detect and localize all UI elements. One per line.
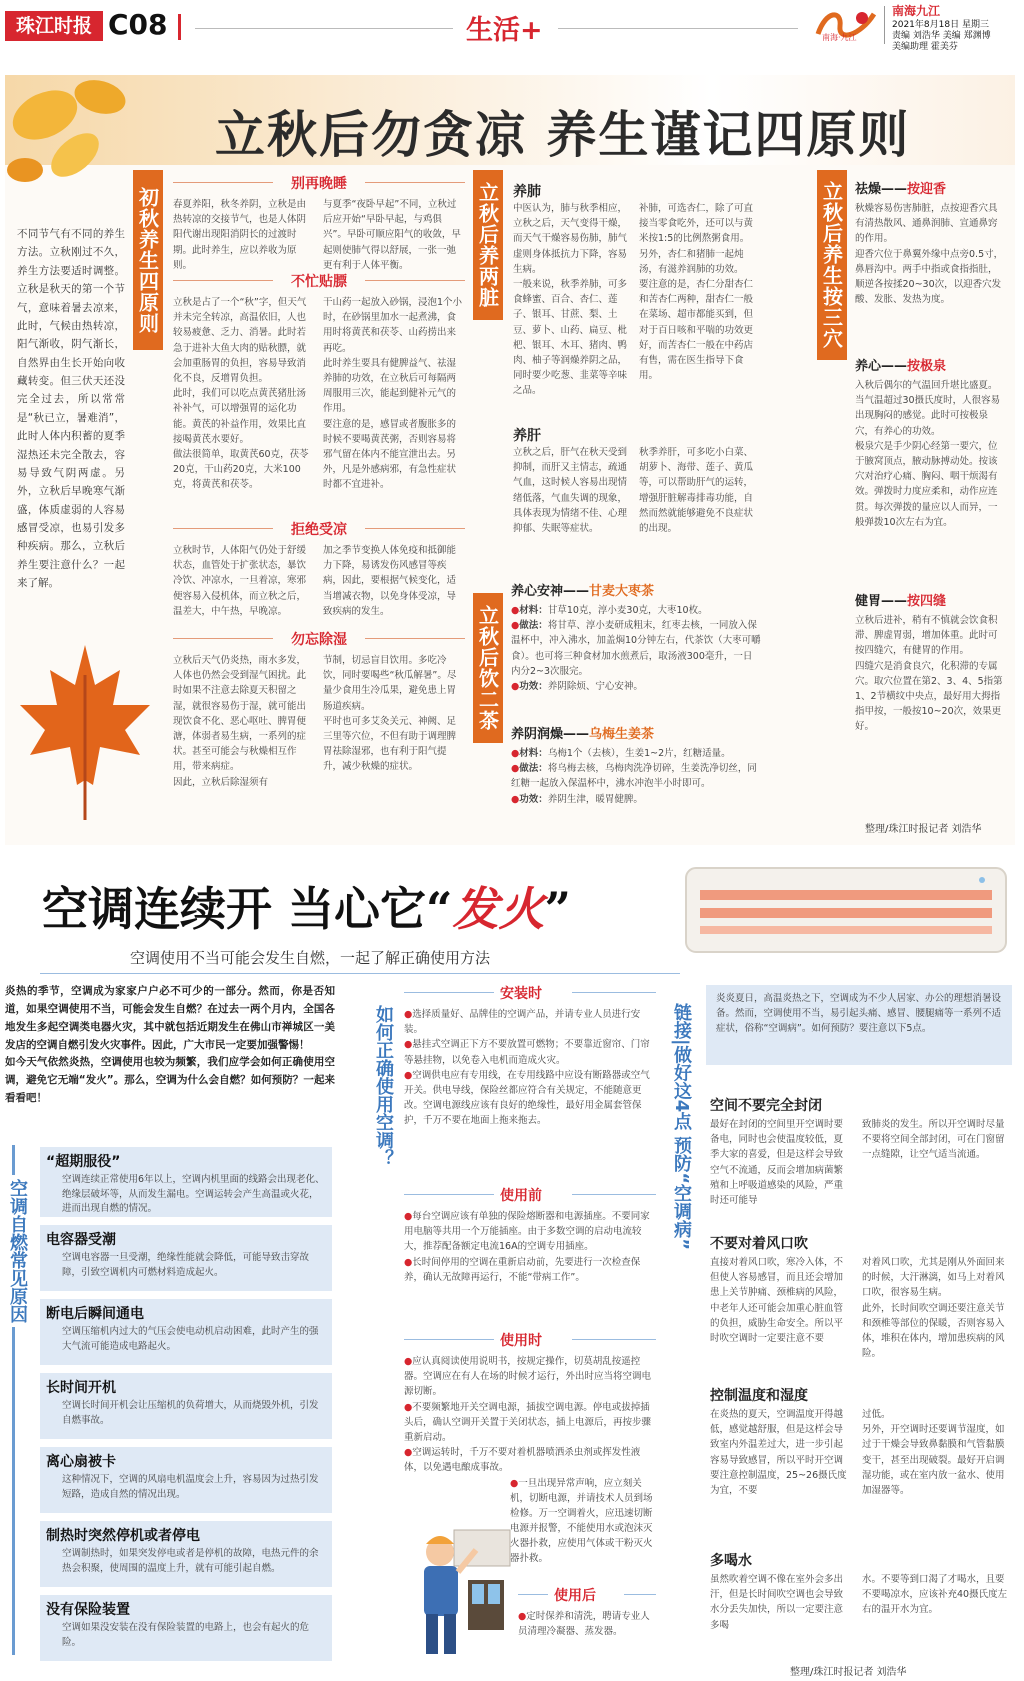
col-title-three-points: 立秋后养生按三穴 (817, 170, 847, 360)
cause-6-text: 空调制热时，如果突发停电或者是停机的故障，电热元件的余热会积聚，使周围的温度上升，就有可能引起自燃。 (62, 1548, 319, 1574)
p4-left: 立秋后天气仍炎热，雨水多发，人体也仍然会受到湿气困扰。此时如果不注意去除夏天积留之湿，就很容易伤于湿，就可能出现饮食不化、恶心呕吐、脾胃便溏，体弱者易生病，一系列的症状。甚至可能会与秋燥相互作用，带来病症。 因此，立秋后除湿须有 (173, 655, 307, 788)
tip-1-heading: 空间不要完全封闭 (710, 1098, 822, 1114)
heading-lung: 养肺 (513, 184, 541, 200)
heading-sleep-text: 别再晚睡 (291, 176, 347, 192)
p3-left: 立秋时节，人体阳气仍处于舒缓状态，血管处于扩张状态，暴饮冷饮、冲凉水，一旦着凉，寒邪便容易入侵机体，而立秋之后，温差大，中午热，早晚凉。 (173, 545, 307, 617)
title-part-1: 空调连续开 当心它“ (42, 882, 453, 936)
point-1 (855, 178, 1005, 307)
tea-1-method: ●做法：将甘草、淳小麦研成粗末，红枣去核，一同放入保温杯中，冲入沸水，加盖焖10分钟左右，代茶饮（大枣可嚼食）。也可将三种食材加水煎煮后，取汤液300毫升，一日内分2~3次服完。 (511, 620, 761, 677)
after-item-1: ●定时保养和清洗，聘请专业人员清理冷凝器、蒸发器。 (518, 1611, 650, 1638)
text: 空调运转时，千万不要对着机器喷洒杀虫剂或挥发性液体，以免遇电酿成事故。 (404, 1447, 641, 1474)
section-after (518, 1585, 656, 1639)
cause-6-title: 制热时突然停机或者停电 (46, 1528, 200, 1544)
rule (404, 1339, 494, 1340)
point-3-name: 按四缝 (907, 594, 947, 609)
before-item-2: ●长时间停用的空调在重新启动前，先要进行一次检查保养，确认无故障再运行，不能“带病工作”。 (404, 1256, 641, 1283)
tip-3 (710, 1385, 1010, 1496)
section-install-title: 安装时 (500, 986, 542, 1002)
tip-1 (710, 1095, 1010, 1206)
text: 每台空调应该有单独的保险熔断器和电源插座。不要同家用电脑等共用一个万能插座。由于多数空调的启动电流较大，推荐配备额定电流16A的空调专用插座。 (404, 1211, 650, 1253)
title-part-3: ” (544, 882, 571, 936)
date-line: 2021年8月18日 星期三 (892, 20, 989, 30)
rule (365, 182, 465, 183)
section-during-title: 使用时 (500, 1333, 542, 1349)
point-1-text: 秋燥容易伤害肺脏，点按迎香穴具有清热散风、通鼻润肺、宣通鼻窍的作用。 迎香穴位于鼻翼外缘中点旁0.5寸，鼻唇沟中。两手中指或食指指肚，顺逆各按揉20~30次，以迎香穴发酸、发胀、发热为度。 (855, 203, 1004, 306)
col-title-link: 链接|做好这4点 预防“空调病” (671, 1003, 692, 1251)
point-1-prefix: 祛燥—— (855, 182, 908, 197)
rule (572, 1339, 656, 1340)
link-intro: 炎炎夏日，高温炎热之下，空调成为不少人居家、办公的理想消暑设备。然而，空调使用不当，易引起头痛、感冒、腰腿痛等一系列不适症状，俗称“空调病”。如何预防？要注意以下5点。 (716, 993, 1002, 1035)
article-2-intro: 炎热的季节，空调成为家家户户必不可少的一部分。然而，你是否知道，如果空调使用不当，可能会发生自燃？在过去一两个月内，全国各地发生多起空调类电器火灾，其中就包括近期发生在佛山市禅城区一美发店的空调自燃引发火灾事件。因此，广大市民一定要加强警惕！ 如今天气依然炎热，空调使用也较为频繁，我们应学会如何正确使用空调，避免它无端“发火”。那么，空调为什么会自燃？如何预防？一起来看看吧！ (5, 985, 335, 1105)
tea-2-prefix: 养阴润燥—— (511, 727, 590, 742)
heading-sleep (173, 173, 465, 193)
cause-4 (40, 1373, 332, 1439)
assistant-line: 美编助理 霍美芬 (892, 42, 958, 52)
cause-2-text: 空调电容器一旦受潮，绝缘性能就会降低，可能导致击穿故障，引致空调机内可燃材料造成起火。 (62, 1252, 310, 1278)
section-before-head (404, 1185, 656, 1203)
cause-7-text: 空调如果没安装在没有保险装置的电路上，也会有起火的危险。 (62, 1622, 310, 1648)
rule (572, 1194, 656, 1195)
during-item-1: ●应认真阅读使用说明书，按规定操作，切莫胡乱按遥控器。空调应在有人在场的时候才运行，外出时应当将空调电源切断。 (404, 1356, 652, 1398)
cause-5-title: 离心扇被卡 (46, 1454, 116, 1470)
value: 甘草10克，淳小麦30克，大枣10枚。 (547, 605, 708, 616)
rule (518, 1594, 548, 1595)
p1-left: 春夏养阳，秋冬养阴，立秋是由热转凉的交接节气，也是人体阴阳代谢出现阳消阴长的过渡时期。此时养生，应以养收为原则。 (173, 199, 307, 271)
tip-4-heading: 多喝水 (710, 1553, 752, 1569)
cause-4-text: 空调长时间开机会让压缩机的负荷增大，从而烧毁外机，引发自燃事故。 (62, 1400, 319, 1426)
cause-6 (40, 1521, 332, 1587)
p1-right: 与夏季“夜卧早起”不同，立秋过后应开始“早卧早起，与鸡俱兴”。早卧可顺应阳气的收敛，早起则使肺气得以舒展，一张一弛更有利于人体平衡。 (323, 199, 461, 271)
section-before (404, 1185, 656, 1285)
heading-no-cold (173, 519, 465, 539)
rule (624, 1594, 656, 1595)
heading-dehumid-text: 勿忘除湿 (291, 632, 347, 648)
tip-4-right: 水。不要等到口渴了才喝水，且要不要喝凉水，应该补充40摄氏度左右的温开水为宜。 (862, 1574, 1008, 1616)
liver-right: 秋季养肝，可多吃小白菜、胡萝卜、海带、莲子、黄瓜等，可以帮助肝气的运转，增强肝脏解毒排毒功能，自然而然就能够避免不良症状的出现。 (639, 447, 754, 534)
col-title-two-organs: 立秋后养两脏 (473, 170, 503, 320)
heading-no-fat (173, 271, 465, 291)
section-during-head (404, 1330, 656, 1348)
section-rule-left (195, 28, 453, 29)
tip-2-left: 直接对着风口吹，寒冷入体，不但使人容易感冒，而且还会增加患上关节肿痛、颈椎病的风险，中老年人还可能会加重心脏血管的负担，威胁生命安全。所以平时吹空调时一定要注意不要 (710, 1257, 844, 1344)
cause-1-text: 空调连续正常使用6年以上，空调内机里面的线路会出现老化、绝缘层破坏等，从而发生漏电。空调运转会产生高温或火花，进而出现自燃的情况。 (62, 1174, 325, 1215)
col-title-two-teas: 立秋后饮二茶 (473, 593, 503, 743)
article-2-subtitle: 空调使用不当可能会发生自燃，一起了解正确使用方法 (130, 949, 491, 967)
value: 乌梅1个（去核），生姜1~2片，红糖适量。 (547, 748, 731, 759)
brand-name: 南海九江 (892, 4, 941, 18)
heading-no-fat-text: 不忙贴膘 (291, 274, 347, 290)
text: 空调供电应有专用线，在专用线路中应设有断路器或空气开关。供电导线，保险丝都应符合有关规定，不能随意更改。空调电源线应该有良好的绝缘性，最好用金属套管保护，千万不要在地面上拖来拖去。 (404, 1069, 650, 1127)
article-autumn-health (5, 75, 1015, 845)
point-2-heading (855, 355, 1005, 374)
tip-3-right: 过低。 另外，开空调时还要调节湿度，如过于干燥会导致鼻黏膜和气管黏膜变干，甚至出现破裂。最好开启调湿功能，或在室内放一盆水、使用加湿器等。 (862, 1409, 1005, 1496)
tip-3-heading: 控制温度和湿度 (710, 1388, 808, 1404)
rule (404, 992, 494, 993)
lung-left: 中医认为，肺与秋季相应，立秋之后，天气变得干燥，而天气干燥容易伤肺，肺气虚则身体抵抗力下降，容易生病。 一般来说，秋季养肺，可多食蜂蜜、百合、杏仁、莲子、银耳、甘蔗、梨、土豆、萝卜、山药、扁豆、枇杷、银耳、木耳、猪肉、鸭肉、柚子等润燥养阴之品，同时要少吃葱、韭菜等辛味之品。 (513, 203, 628, 397)
value: 养阴除烦、宁心安神。 (547, 680, 643, 692)
tip-1-left: 最好在封闭的空间里开空调时要备电，同时也会使温度较低，夏季大家的喜爱，但是这样会导致空气不流通，反而会增加病菌繁殖和上呼吸道感染的风险，严重时还可能导 (710, 1119, 844, 1206)
value: 将甘草、淳小麦研成粗末，红枣去核，一同放入保温杯中，冲入沸水，加盖焖10分钟左右，代茶饮（大枣可嚼食）。也可将三种食材加水煎煮后，取汤液300毫升，一日内分2~3次服完。 (511, 620, 761, 677)
label: 材料： (519, 605, 548, 616)
section-before-title: 使用前 (500, 1188, 542, 1204)
section-after-head (518, 1585, 656, 1603)
tea-1 (511, 580, 761, 694)
point-2-prefix: 养心—— (855, 359, 908, 374)
point-2-text: 入秋后偶尔的气温回升堪比盛夏。当气温超过30摄氏度时，人很容易出现胸闷的感觉。此时可按极泉穴，有养心的功效。 极泉穴是手少阴心经第一要穴，位于腋窝顶点，腋动脉搏动处。按该穴对治疗心痛、胸闷、咽干烦渴有效。弹拨时力度应柔和，动作应连贯。每次弹拨的量应以人而异，一般弹拨10次左右为宜。 (855, 380, 1001, 528)
cause-3-text: 空调压缩机内过大的气压会使电动机启动困难，此时产生的强大气流可能造成电路起火。 (62, 1326, 319, 1352)
point-3 (855, 590, 1005, 735)
tea-2-effect: ●功效：养阴生津，暖胃健脾。 (511, 793, 643, 805)
tea-1-prefix: 养心安神—— (511, 584, 590, 599)
editors-line: 责编 刘浩华 美编 郑渊博 (892, 31, 991, 41)
repair-worker-icon (404, 1510, 512, 1660)
col-title-how: 如何正确使用空调？ (373, 1005, 394, 1167)
tea-2-method: ●做法：将乌梅去核，乌梅肉洗净切碎，生姜洗净切丝，同红糖一起放入保温杯中，沸水冲泡半小时即可。 (511, 763, 757, 790)
during-item-4: ●一旦出现异常声响，应立刻关机，切断电源，并请技术人员到场检修。万一空调着火，应迅速切断电源并报警，不能使用水或泡沫灭火器扑救，应使用气体或干粉灭火器扑救。 (510, 1477, 653, 1565)
point-3-heading (855, 590, 1005, 609)
ginkgo-leaves-icon (5, 75, 155, 185)
tip-4 (710, 1550, 1010, 1631)
cause-5 (40, 1447, 332, 1513)
lung-right: 补肺，可选杏仁，除了可直接当零食吃外，还可以与黄米按1:5的比例熬粥食用。另外，杏仁和猪肺一起炖汤，有滋养润肺的功效。 要注意的是，杏仁分甜杏仁和苦杏仁两种，甜杏仁一般在菜场、超市都能买到，但对于百日咳和平喘的功效更好，而苦杏仁一般在中药店有售，需在医生指导下食用。 (639, 203, 754, 382)
article-1-credit: 整理/珠江时报记者 刘浩华 (865, 824, 982, 835)
air-conditioner-icon (682, 860, 1012, 970)
tip-2 (710, 1233, 1010, 1360)
cause-2-title: 电容器受潮 (46, 1232, 116, 1248)
cause-2 (40, 1225, 332, 1291)
tea-1-effect: ●功效：养阴除烦、宁心安神。 (511, 680, 643, 692)
rule (404, 1194, 494, 1195)
install-item-2: ●悬挂式空调正下方不要放置可燃物；不要靠近窗帘、门帘等悬挂物，以免卷入电机而造成火灾。 (404, 1039, 650, 1066)
value: 养阴生津，暖胃健脾。 (547, 793, 643, 805)
cause-4-title: 长时间开机 (46, 1380, 116, 1396)
subtitle-rule (40, 973, 680, 974)
text: 应认真阅读使用说明书，按规定操作，切莫胡乱按遥控器。空调应在有人在场的时候才运行，外出时应当将空调电源切断。 (404, 1356, 652, 1398)
during-item-2: ●不要频繁地开关空调电源，插拔空调电源。停电或拔掉插头后，确认空调开关置于关闭状态，插上电源后，再按步骤重新启动。 (404, 1401, 652, 1443)
tea-2-heading (511, 723, 761, 742)
cause-5-text: 这种情况下，空调的风扇电机温度会上升，容易因为过热引发短路，造成自然的情况出现。 (62, 1474, 319, 1500)
during-item-3: ●空调运转时，千万不要对着机器喷洒杀虫剂或挥发性液体，以免遇电酿成事故。 (404, 1447, 641, 1474)
cause-3-title: 断电后瞬间通电 (46, 1306, 144, 1322)
article-1-title: 立秋后勿贪凉 养生谨记四原则 (215, 105, 911, 164)
tea-2-material: ●材料：乌梅1个（去核），生姜1~2片，红糖适量。 (511, 748, 731, 759)
page-number: C08 (108, 8, 168, 41)
tea-2-name: 乌梅生姜茶 (589, 727, 655, 742)
article-1-intro: 不同节气有不同的养生方法。立秋刚过不久，养生方法要适时调整。立秋是秋天的第一个节气，意味着暑去凉来，此时，气候由热转凉，阳气渐收，阴气渐长，自然界由生长开始向收藏转变。但三伏天还没完全过去，所以常常是“秋已立，暑难消”，此时人体内积蓄的夏季湿热还未完全散去，容易导致气阴两虚。另外，立秋后早晚寒气渐盛，体质虚弱的人容易感冒受凉，也易引发多种疾病。那么，立秋后养生要注意什么？一起来了解。 (17, 228, 125, 590)
p2-right: 干山药一起放入砂锅，浸泡1个小时，在砂锅里加水一起煮沸，食用时将黄芪和茯苓、山药捞出来再吃。 此时养生要具有健脾益气、祛湿养肺的功效，在立秋后可每隔两周服用三次，能起到健补元气的作用。 要注意的是，感冒或者腹胀多的时候不要喝黄芪粥，否则容易将邪气留在体内不能宣泄出去。另外，凡是外感病邪，有急性症状时都不宜进补。 (323, 297, 463, 491)
section-title: 生活+ (466, 15, 543, 46)
heading-dehumid (173, 629, 465, 649)
section-after-title: 使用后 (554, 1588, 596, 1604)
label: 功效： (519, 680, 548, 692)
rule (365, 528, 465, 529)
tea-1-heading (511, 580, 761, 599)
label: 做法： (519, 763, 548, 775)
text: 悬挂式空调正下方不要放置可燃物；不要靠近窗帘、门帘等悬挂物，以免卷入电机而造成火灾。 (404, 1039, 650, 1066)
label: 材料： (519, 748, 548, 759)
heading-liver: 养肝 (513, 428, 541, 444)
rule (173, 182, 273, 183)
article-2-credit: 整理/珠江时报记者 刘浩华 (790, 1667, 907, 1678)
point-3-text: 立秋后进补，稍有不慎就会饮食积滞、脾虚胃弱，增加体重。此时可按四缝穴，有健胃的作用。 四缝穴是消食良穴，化积滞的专属穴。取穴位置在第2、3、4、5指第1、2节横纹中央点，最好用大拇指指甲按，一般按10~20次，效果更好。 (855, 615, 1003, 733)
point-1-name: 按迎香 (907, 182, 947, 197)
p4-right: 节制，切忌盲目饮用。多吃冷饮，同时要喝些“秋瓜解暑”。尽量少食用生冷瓜果，避免患上胃肠道疾病。 平时也可多艾灸关元、神阙、足三里等穴位，不但有助于调理脾胃祛除湿邪，也有利于阳气提升，减少秋燥的症状。 (323, 655, 457, 773)
before-item-1: ●每台空调应该有单独的保险熔断器和电源插座。不要同家用电脑等共用一个万能插座。由于多数空调的启动电流较大，推荐配备额定电流16A的空调专用插座。 (404, 1211, 650, 1253)
rule (365, 638, 465, 639)
tea-2 (511, 723, 761, 807)
brand-divider (884, 6, 885, 44)
p2-left: 立秋是占了一个“秋”字，但天气并未完全转凉，高温依旧，人也较易疲惫、乏力、消暑。此时若急于进补大鱼大肉的贴秋膘，就会加重肠胃的负担，容易导致消化不良，反增胃负担。 此时，我们可以吃点黄芪猪肚汤补补气，可以增强胃的运化功能。黄芪的补益作用，效果比直接喝黄芪水要好。 做法很简单，取黄芪60克，茯苓20克，干山药20克，大米100克，将黄芪和茯苓。 (173, 297, 309, 491)
cause-3 (40, 1299, 332, 1365)
section-install-head (404, 983, 656, 1001)
tip-2-right: 对着风口吹，尤其是刚从外面回来的时候，大汗淋漓，如马上对着风口吹，很容易生病。 此外，长时间吹空调还要注意关节和颈椎等部位的保暖，否则容易入体，堆积在体内，增加患疾病的风险。 (862, 1257, 1005, 1360)
liver-left: 立秋之后，肝气在秋天受到抑制，而肝又主情志，疏通气血，这时候人容易出现情绪低落，气血失调的现象，具体表现为情绪不佳、心理抑郁、失眠等症状。 (513, 447, 628, 534)
brand-logo-text: 南海·九江 (822, 33, 857, 42)
label: 做法： (519, 620, 548, 632)
masthead (0, 0, 1024, 50)
text: 定时保养和清洗，聘请专业人员清理冷凝器、蒸发器。 (518, 1611, 650, 1638)
brand-logo (812, 6, 880, 44)
install-item-1: ●选择质量好、品牌佳的空调产品，并请专业人员进行安装。 (404, 1009, 641, 1036)
tea-1-material: ●材料：甘草10克，淳小麦30克，大枣10枚。 (511, 605, 708, 616)
cause-1 (40, 1147, 332, 1217)
value: 将乌梅去核，乌梅肉洗净切碎，生姜洗净切丝，同红糖一起放入保温杯中，沸水冲泡半小时即可。 (511, 763, 757, 790)
point-1-heading (855, 178, 1005, 197)
text: 长时间停用的空调在重新启动前，先要进行一次检查保养，确认无故障再运行，不能“带病工作”。 (404, 1256, 641, 1283)
masthead-divider (178, 14, 181, 40)
label: 功效： (519, 793, 548, 805)
cause-7 (40, 1595, 332, 1661)
install-item-3: ●空调供电应有专用线，在专用线路中应设有断路器或空气开关。供电导线，保险丝都应符合有关规定，不能随意更改。空调电源线应该有良好的绝缘性，最好用金属套管保护，千万不要在地面上拖来拖去。 (404, 1069, 650, 1127)
cause-7-title: 没有保险装置 (46, 1602, 130, 1618)
text: 不要频繁地开关空调电源，插拔空调电源。停电或拔掉插头后，确认空调开关置于关闭状态，插上电源后，再按步骤重新启动。 (404, 1401, 652, 1443)
tip-4-left: 虽然吹着空调不像在室外会多出汗，但是长时间吹空调也会导致水分丢失加快，所以一定要注意多喝 (710, 1574, 844, 1631)
col-title-causes: 空调自燃常见原因 (6, 1175, 30, 1327)
title-highlight: 发火 (452, 882, 545, 936)
p3-right: 加之季节变换人体免疫和抵御能力下降，易诱发伤风感冒等疾病，因此，要根据气候变化，适当增减衣物，以免身体受凉，导致疾病的发生。 (323, 545, 457, 617)
rule (173, 528, 273, 529)
section-rule-right (558, 28, 798, 29)
rule (572, 992, 656, 993)
rule (173, 638, 273, 639)
rule (173, 280, 273, 281)
rule (365, 280, 465, 281)
point-2-name: 按极泉 (907, 359, 947, 374)
tip-2-heading: 不要对着风口吹 (710, 1236, 808, 1252)
tip-1-right: 致肺炎的发生。所以开空调时尽量不要将空间全部封闭，可在门窗留一点缝隙，让空气适当流通。 (862, 1119, 1005, 1161)
heading-no-cold-text: 拒绝受凉 (291, 522, 347, 538)
tea-1-name: 甘麦大枣茶 (589, 584, 655, 599)
text: 一旦出现异常声响，应立刻关机，切断电源，并请技术人员到场检修。万一空调着火，应迅速切断电源并报警，不能使用水或泡沫灭火器扑救，应使用气体或干粉灭火器扑救。 (510, 1477, 653, 1565)
point-2 (855, 355, 1005, 530)
tip-3-left: 在炎热的夏天，空调温度开得越低，感觉越舒服，但是这样会导致室内外温差过大，进一步引起容易导致感冒，所以平时开空调要注意控制温度，25~26摄氏度为宜，不要 (710, 1409, 847, 1496)
paper-logo: 珠江时报 (5, 11, 103, 41)
maple-leaf-icon (15, 635, 155, 825)
section-install (404, 983, 656, 1129)
point-3-prefix: 健胃—— (855, 594, 908, 609)
article-ac-fire (0, 855, 1024, 1681)
cause-1-title: “超期服役” (46, 1154, 121, 1170)
article-2-title (42, 873, 571, 939)
col-title-principles: 初秋养生四原则 (133, 170, 163, 350)
text: 选择质量好、品牌佳的空调产品，并请专业人员进行安装。 (404, 1009, 641, 1036)
